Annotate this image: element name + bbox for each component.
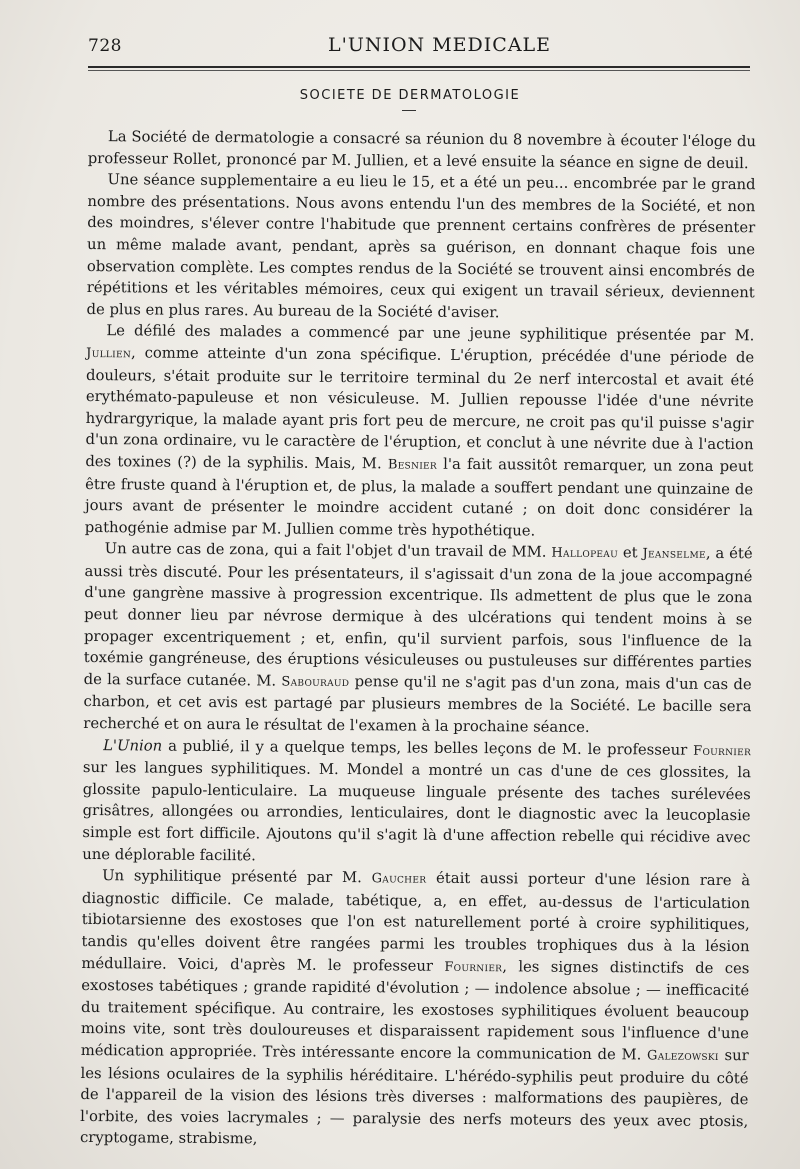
text-run: Gaucher	[371, 871, 427, 887]
text-run: Galezowski	[646, 1048, 719, 1064]
text-run: sur les lésions oculaires de la syphilis héréditaire. L'hérédo-syphilis peut produire du côté de l'appareil de la vision des lésions très diverses : malformations des paupières, de l'orbite, des voies lacrymales ; — paralysie des nerfs moteurs des yeux avec ptosis, cryptogame, strabisme,	[79, 1046, 749, 1148]
text-run: Un autre cas de zona, qui a fait l'objet d'un travail de MM.	[104, 540, 552, 561]
text-run: Le défilé des malades a commencé par une jeune syphilitique présentée par M.	[106, 322, 755, 345]
section-title: SOCIETE DE DERMATOLOGIE	[299, 88, 521, 103]
paragraph	[85, 320, 755, 543]
text-run: L'Union	[103, 736, 163, 755]
paragraph	[86, 169, 755, 325]
text-run: Un syphilitique présenté par M.	[102, 867, 372, 887]
text-run: et	[617, 544, 643, 562]
paragraph	[82, 735, 751, 871]
paragraph	[83, 538, 753, 740]
text-run: , a été aussi très discuté. Pour les présentateurs, il s'agissait d'un zona de la joue accompagné d'une gangrène massive à progression excentrique. Ils admettent de plus que le zona peut donner lieu par névrose dermique à des ulcérations qui tendent moins à se propager excentriquement ; et, enfin, qu'il survient parfois, sous l'influence de la toxémie gangréneuse, des éruptions vésiculeuses ou pustuleuses sur différentes parties de la surface cutanée. M.	[83, 545, 753, 690]
paragraph	[80, 865, 750, 1154]
text-run: , les signes distinctifs de ces exostoses tabétiques ; grande rapidité d'évolution ; — indolence absolue ; — inefficacité du traitement spécifique. Au contraire, les exostoses syphilitiques évoluent beaucoup moins vite, sont très douloureuses et disparaissent rapidement sous l'influence d'une médication appropriée. Très intéressante encore la communication de M.	[80, 957, 750, 1064]
title-dash	[402, 110, 416, 111]
text-run: était aussi porteur d'une lésion rare à diagnostic difficile. Ce malade, tabétique, a, en effet, au-dessus de l'articulation tibiotarsienne des exostoses que l'on est naturellement porté à croire syphilitiques, tandis qu'elles doivent être rangées parmi les troubles trophiques dus à la lésion médullaire. Voici, d'après M. le professeur	[81, 869, 751, 975]
text-run: Une séance supplementaire a eu lieu le 15, et a été un peu... encombrée par le grand nombre des présentations. Nous avons entendu l'un des membres de la Société, et non des moindres, s'élever contre l'habitude que prennent certains confrères de présenter un même malade avant, pendant, après sa guérison, en donnant chaque fois une observation complète. Les comptes rendus de la Société se trouvent ainsi encombrés de répétitions et les véritables mémoires, ceux qui exigent un travail sérieux, deviennent de plus en plus rares. Au bureau de la Société d'aviser.	[86, 171, 756, 321]
text-run: , comme atteinte d'un zona spécifique. L'éruption, précédée d'une période de douleurs, s'était produite sur le territoire terminal du 2e nerf intercostal et avait été erythémato-papuleuse et non vésiculeuse. M. Jullien repousse l'idée d'une névrite hydrargyrique, la malade ayant pris fort peu de mercure, ne croit pas qu'il puisse s'agir d'un zona ordinaire, vu le caractère de l'éruption, et conclut à une névrite due à l'action des toxines (?) de la syphilis. Mais, M.	[85, 344, 755, 473]
text-run: sur les langues syphilitiques. M. Mondel a montré un cas d'une de ces glossites, la glossite papulo-lenticulaire. La muqueuse linguale présente des taches surélevées grisâtres, allongées ou arrondies, lenticulaires, dont le diagnostic avec la leucoplasie simple est fort difficile. Ajoutons qu'il s'agit là d'une affection rebelle qui récidive avec une déplorable facilité.	[82, 759, 752, 864]
text-run: Jullien	[86, 345, 132, 362]
text-run: l'a fait aussitôt remarquer, un zona peut être fruste quand à l'éruption et, de plus, la malade a souffert pendant une quinzaine de jours avant de présenter le moindre accident cutané ; on doit donc considérer la pathogénie admise par M. Jullien comme très hypothétique.	[84, 455, 754, 540]
text-run: pense qu'il ne s'agit pas d'un zona, mais d'un cas de charbon, et cet avis est partagé par plusieurs membres de la Société. Le bacille sera recherché et on aura le résultat de l'examen à la prochaine séance.	[83, 672, 752, 736]
article-body	[80, 126, 756, 1154]
text-run: Fournier	[444, 959, 503, 975]
header-rule	[88, 66, 750, 68]
text-run: La Société de dermatologie a consacré sa réunion du 8 novembre à écouter l'éloge du professeur Rollet, prononcé par M. Jullien, et a levé ensuite la séance en signe de deuil.	[87, 128, 756, 172]
page-header	[88, 30, 748, 64]
running-title: L'UNION MEDICALE	[328, 34, 552, 56]
page-number: 728	[88, 36, 122, 56]
text-run: Fournier	[693, 743, 752, 759]
text-run: Sabouraud	[281, 674, 350, 690]
text-run: Hallopeau	[551, 545, 619, 562]
paragraph	[88, 126, 756, 174]
header-rule-thin	[88, 70, 750, 71]
text-run: a publié, il y a quelque temps, les belles leçons de M. le professeur	[162, 737, 694, 759]
text-run: Besnier	[387, 457, 438, 473]
text-run: Jeanselme	[642, 546, 706, 563]
